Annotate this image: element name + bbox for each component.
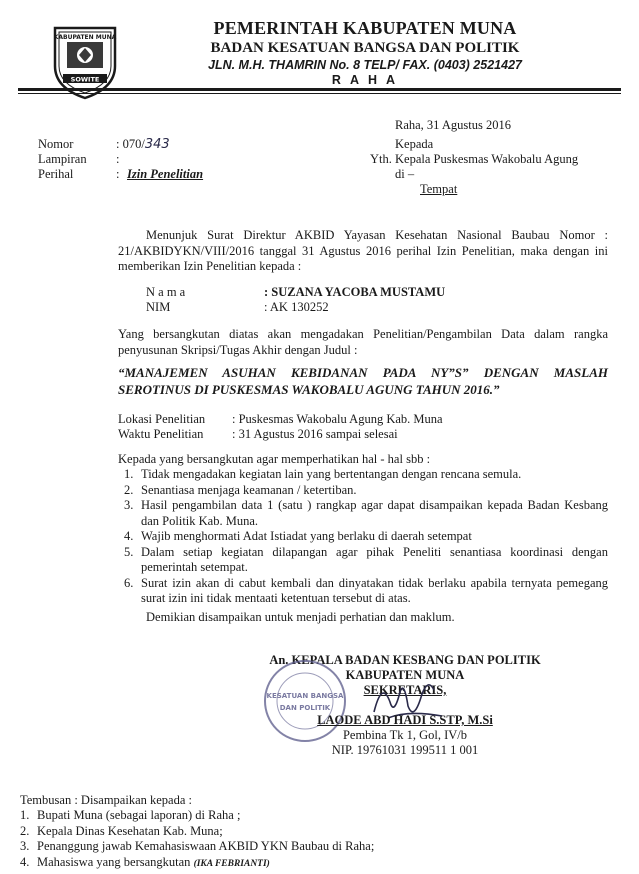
perihal-value: Izin Penelitian [127, 167, 204, 181]
tembusan-title: Tembusan : Disampaikan kepada : [20, 793, 192, 807]
list-item: 6. Surat izin akan di cabut kembali dan dinyatakan tidak berlaku apabila ternyata pemegang surat izin ini tidak mentaati ketentuan tersebut di atas. [124, 575, 608, 605]
nim-value: : AK 130252 [264, 300, 329, 314]
conditions-list [124, 467, 608, 607]
lampiran-label: Lampiran [38, 152, 87, 166]
addressee-tempat: Tempat [420, 182, 458, 196]
waktu-label: Waktu Penelitian [118, 427, 204, 441]
letterhead-rule-thin [18, 93, 621, 94]
list-item: 3. Penanggung jawab Kemahasiswaan AKBID YKN Baubau di Raha; [20, 839, 375, 853]
signatory-position: SEKRETARIS, [363, 683, 447, 697]
list-item: 1. Bupati Muna (sebagai laporan) di Raha ; [20, 808, 241, 822]
addressee: Yth. Kepala Puskesmas Wakobalu Agung [370, 152, 579, 166]
nomor-label: Nomor [38, 137, 74, 151]
emblem-bottom-text: SOWITE [70, 75, 100, 84]
list-item: 1. Tidak mengadakan kegiatan lain yang bertentangan dengan rencana semula. [124, 467, 522, 481]
list-item: 3. Hasil pengambilan data 1 (satu ) rangkap agar dapat disampaikan kepada Badan Kesbang dan Politik Kab. Muna. [124, 498, 608, 528]
nim-label: NIM [146, 300, 171, 314]
conditions-intro: Kepada yang bersangkutan agar memperhatikan hal - hal sbb : [118, 452, 431, 466]
letterhead-agency: BADAN KESATUAN BANGSA DAN POLITIK [210, 40, 520, 56]
place-date: Raha, 31 Agustus 2016 [395, 118, 511, 132]
list-item: 4. Wajib menghormati Adat Istiadat yang berlaku di daerah setempat [124, 529, 472, 543]
signatory-title: An. KEPALA BADAN KESBANG DAN POLITIK [269, 653, 541, 667]
student-note: (IKA FEBRIANTI) [193, 858, 270, 869]
addressee-di: di – [395, 167, 415, 181]
signatory-name: LAODE ABD HADI S.STP, M.Si [317, 713, 493, 727]
letterhead-city: R A H A [331, 73, 399, 87]
list-item: 4. Mahasiswa yang bersangkutan (IKA FEBRIANTI) [20, 854, 270, 869]
stamp-text-top: KESATUAN BANGSA [266, 692, 344, 700]
nomor-printed: : 070/ [116, 137, 145, 151]
tembusan-list [20, 808, 580, 872]
letterhead-rule-thick [18, 88, 621, 91]
lampiran-value: : [116, 152, 120, 166]
signatory-regency: KABUPATEN MUNA [345, 668, 465, 682]
kepada: Kepada [395, 137, 434, 151]
signatory-rank: Pembina Tk 1, Gol, IV/b [342, 728, 468, 742]
list-item: 2. Senantiasa menjaga keamanan / ketertiban. [124, 482, 357, 497]
nama-label: N a m a [146, 285, 186, 299]
letterhead-address: JLN. M.H. THAMRIN No. 8 TELP/ FAX. (0403) 2521427 [208, 58, 522, 72]
letterhead-government: PEMERINTAH KABUPATEN MUNA [213, 18, 517, 38]
nomor-value [116, 137, 170, 152]
emblem-top-text: KABUPATEN MUNA [53, 34, 117, 41]
intro-paragraph: Menunjuk Surat Direktur AKBID Yayasan Kesehatan Nasional Baubau Nomor : 21/AKBIDYKN/VIII/2016 tanggal 31 Agustus 2016 perihal Izin Penelitian, maka dengan ini memberikan Izin Penelitian kepada : [118, 228, 608, 273]
perihal-colon: : [116, 167, 120, 181]
list-item: 5. Dalam setiap kegiatan dilapangan agar pihak Peneliti senantiasa koordinasi dengan pemerintah setempat. [124, 544, 608, 574]
list-item: 2. Kepala Dinas Kesehatan Kab. Muna; [20, 823, 223, 838]
closing-sentence: Demikian disampaikan untuk menjadi perhatian dan maklum. [146, 610, 455, 624]
lokasi-label: Lokasi Penelitian [118, 412, 206, 426]
research-title: “MANAJEMEN ASUHAN KEBIDANAN PADA NY”S” DENGAN MASLAH SEROTINUS DI PUSKESMAS WAKOBALU AGUNG TAHUN 2016.” [118, 365, 608, 397]
perihal-label: Perihal [38, 167, 74, 181]
nomor-handwritten: 343 [144, 137, 170, 152]
stamp-text-bottom: DAN POLITIK [279, 704, 331, 712]
signatory-nip: NIP. 19761031 199511 1 001 [331, 743, 479, 757]
purpose-paragraph: Yang bersangkutan diatas akan mengadakan Penelitian/Pengambilan Data dalam rangka penyusunan Skripsi/Tugas Akhir dengan Judul : [118, 327, 608, 357]
lokasi-value: : Puskesmas Wakobalu Agung Kab. Muna [232, 412, 443, 426]
waktu-value: : 31 Agustus 2016 sampai selesai [232, 427, 398, 441]
nama-value: : SUZANA YACOBA MUSTAMU [264, 285, 446, 299]
